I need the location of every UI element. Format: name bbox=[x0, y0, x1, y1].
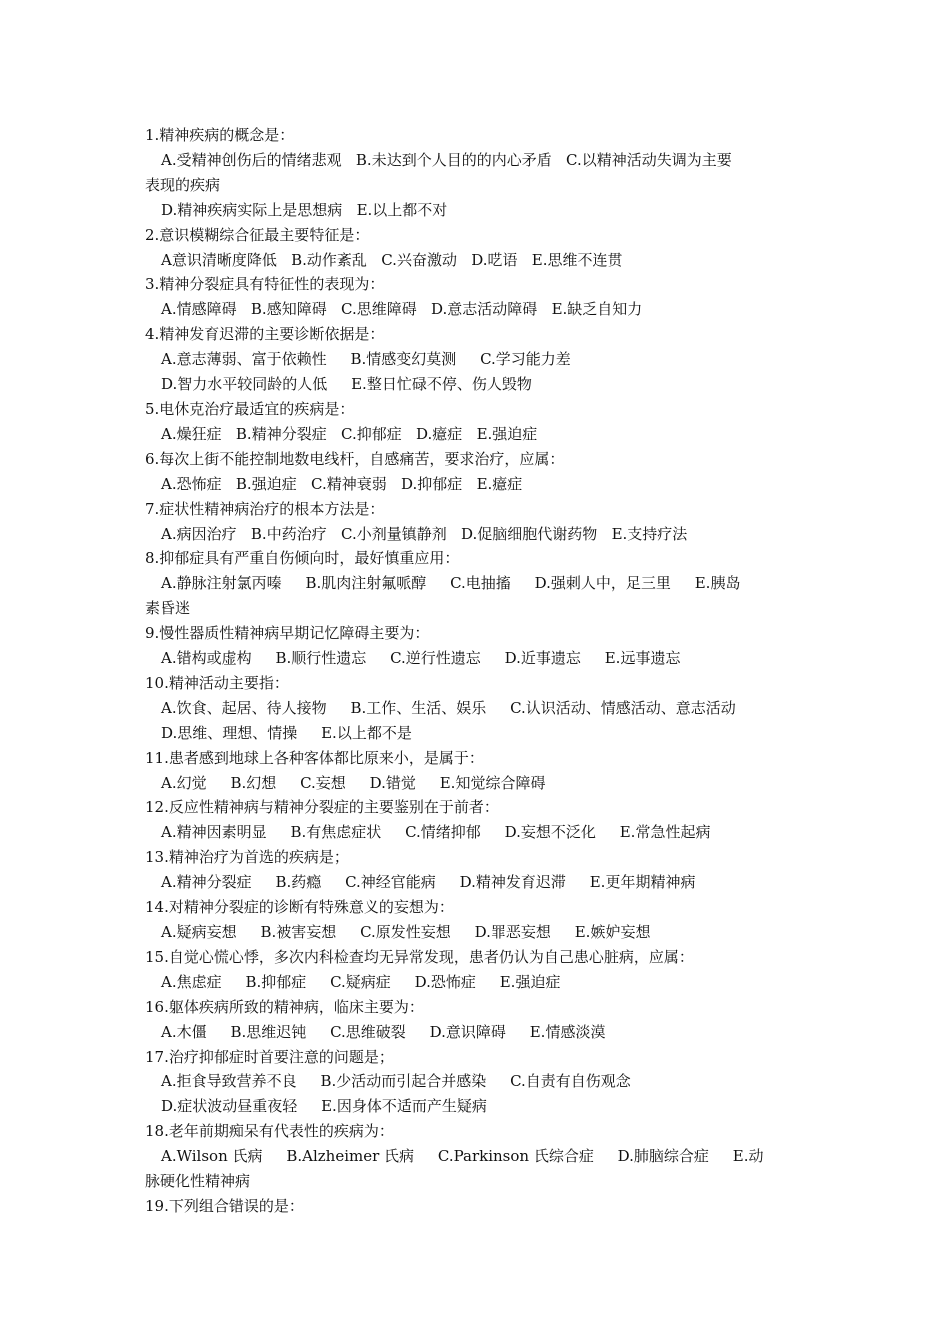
options-2: A意识清晰度降低 B.动作紊乱 C.兴奋激动 D.呓语 E.思维不连贯 bbox=[161, 250, 623, 269]
question-12: 12.反应性精神病与精神分裂症的主要鉴别在于前者： bbox=[145, 798, 499, 817]
options-4-line-2: D.智力水平较同龄的人低 E.整日忙碌不停、伤人毁物 bbox=[161, 375, 532, 394]
question-3: 3.精神分裂症具有特征性的表现为： bbox=[145, 275, 385, 294]
options-5: A.燥狂症 B.精神分裂症 C.抑郁症 D.癔症 E.强迫症 bbox=[161, 424, 538, 443]
options-10-line-2: D.思维、理想、情操 E.以上都不是 bbox=[161, 723, 412, 742]
question-6: 6.每次上街不能控制地数电线杆，自感痛苦，要求治疗，应属： bbox=[145, 449, 565, 468]
question-14: 14.对精神分裂症的诊断有特殊意义的妄想为： bbox=[145, 898, 454, 917]
options-14: A.疑病妄想 B.被害妄想 C.原发性妄想 D.罪恶妄想 E.嫉妒妄想 bbox=[161, 923, 651, 941]
document-page bbox=[145, 123, 813, 1219]
question-18: 18.老年前期痴呆有代表性的疾病为： bbox=[145, 1122, 394, 1141]
options-15: A.焦虑症 B.抑郁症 C.疑病症 D.恐怖症 E.强迫症 bbox=[161, 972, 561, 991]
question-10: 10.精神活动主要指： bbox=[145, 673, 289, 692]
question-9: 9.慢性器质性精神病早期记忆障碍主要为： bbox=[145, 624, 430, 643]
question-19: 19.下列组合错误的是： bbox=[145, 1196, 304, 1215]
options-1-continuation: 表现的疾病 bbox=[145, 175, 221, 194]
question-5: 5.电休克治疗最适宜的疾病是： bbox=[145, 399, 355, 418]
options-12: A.精神因素明显 B.有焦虑症状 C.情绪抑郁 D.妄想不泛化 E.常急性起病 bbox=[161, 823, 711, 842]
question-7: 7.症状性精神病治疗的根本方法是： bbox=[145, 499, 385, 518]
question-11: 11.患者感到地球上各种客体都比原来小，是属于： bbox=[145, 748, 484, 767]
options-8-continuation: 素昏迷 bbox=[145, 599, 191, 618]
options-17-line-1: A.拒食导致营养不良 B.少活动而引起合并感染 C.自责有自伤观念 bbox=[161, 1072, 631, 1091]
options-1-line-1: A.受精神创伤后的情绪悲观 B.未达到个人目的的内心矛盾 C.以精神活动失调为主要 bbox=[161, 150, 732, 169]
options-6: A.恐怖症 B.强迫症 C.精神衰弱 D.抑郁症 E.癔症 bbox=[161, 474, 523, 493]
question-2: 2.意识模糊综合征最主要特征是： bbox=[145, 225, 370, 244]
options-4-line-1: A.意志薄弱、富于依赖性 B.情感变幻莫测 C.学习能力差 bbox=[161, 350, 571, 369]
question-13: 13.精神治疗为首选的疾病是； bbox=[145, 848, 349, 867]
question-17: 17.治疗抑郁症时首要注意的问题是； bbox=[145, 1047, 394, 1066]
question-15: 15.自觉心慌心悸，多次内科检查均无异常发现，患者仍认为自己患心脏病，应属： bbox=[145, 947, 694, 966]
options-18: A.Wilson 氏病 B.Alzheimer 氏病 C.Parkinson 氏综合症 D.肺脑综合症 E.动 bbox=[161, 1147, 764, 1166]
options-8: A.静脉注射氯丙嗪 B.肌肉注射氟哌醇 C.电抽搐 D.强刺人中，足三里 E.胰岛 bbox=[161, 574, 741, 593]
options-1-line-2: D.精神疾病实际上是思想病 E.以上都不对 bbox=[161, 200, 448, 219]
options-11: A.幻觉 B.幻想 C.妄想 D.错觉 E.知觉综合障碍 bbox=[161, 773, 546, 792]
options-10-line-1: A.饮食、起居、待人接物 B.工作、生活、娱乐 C.认识活动、情感活动、意志活动 bbox=[161, 698, 736, 717]
question-8: 8.抑郁症具有严重自伤倾向时，最好慎重应用： bbox=[145, 549, 460, 568]
question-1: 1.精神疾病的概念是： bbox=[145, 126, 295, 144]
options-7: A.病因治疗 B.中药治疗 C.小剂量镇静剂 D.促脑细胞代谢药物 E.支持疗法 bbox=[161, 524, 688, 543]
options-13: A.精神分裂症 B.药瘾 C.神经官能病 D.精神发育迟滞 E.更年期精神病 bbox=[161, 873, 696, 892]
options-9: A.错构或虚构 B.顺行性遗忘 C.逆行性遗忘 D.近事遗忘 E.远事遗忘 bbox=[161, 649, 681, 668]
options-18-continuation: 脉硬化性精神病 bbox=[145, 1172, 251, 1191]
options-16: A.木僵 B.思维迟钝 C.思维破裂 D.意识障碍 E.情感淡漠 bbox=[161, 1022, 606, 1041]
options-3: A.情感障碍 B.感知障碍 C.思维障碍 D.意志活动障碍 E.缺乏自知力 bbox=[161, 300, 643, 319]
question-4: 4.精神发育迟滞的主要诊断依据是： bbox=[145, 325, 385, 344]
question-16: 16.躯体疾病所致的精神病，临床主要为： bbox=[145, 997, 424, 1016]
options-17-line-2: D.症状波动昼重夜轻 E.因身体不适而产生疑病 bbox=[161, 1097, 487, 1116]
